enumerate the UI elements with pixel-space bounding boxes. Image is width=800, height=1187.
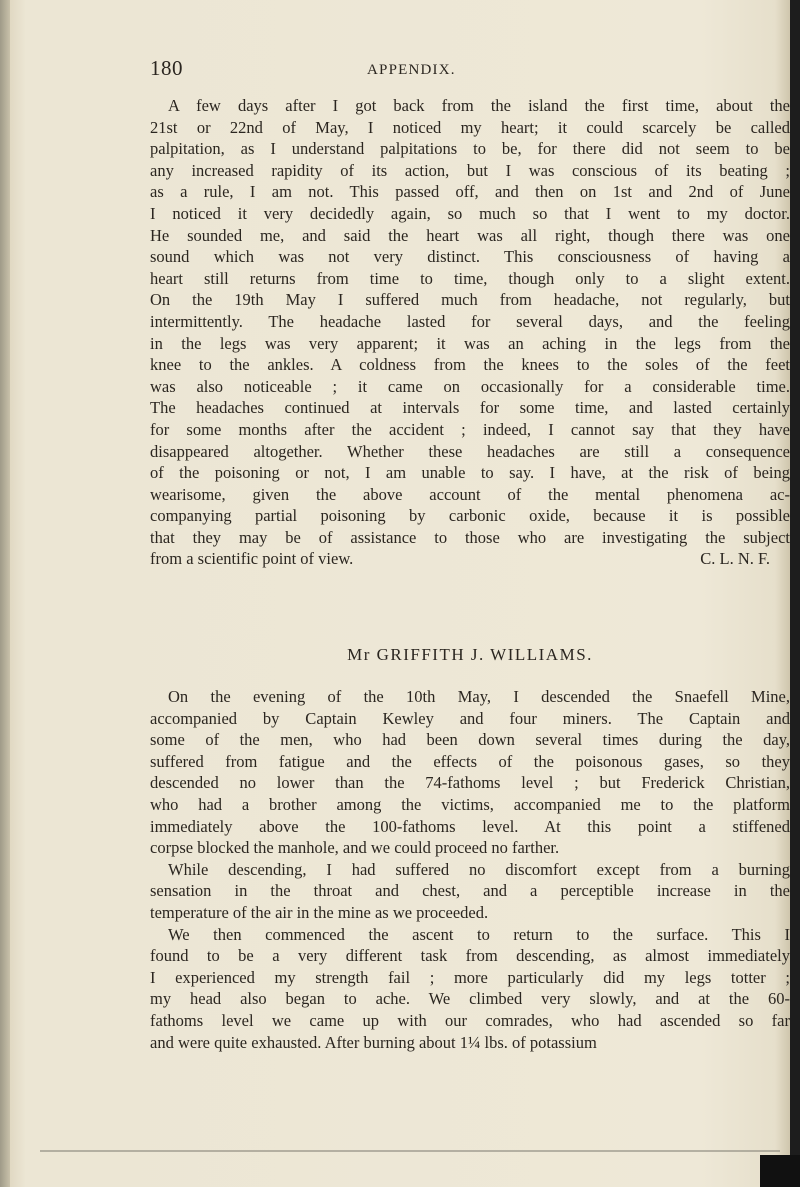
text-line: heart still returns from time to time, though only to a slight extent. xyxy=(150,268,790,288)
text-line: any increased rapidity of its action, but I was conscious of its beating ; xyxy=(150,160,790,180)
text-line: intermittently. The headache lasted for several days, and the feeling xyxy=(150,311,790,331)
text-line: I noticed it very decidedly again, so much so that I went to my doctor. xyxy=(150,203,790,223)
text-line: fathoms level we came up with our comrades, who had ascended so far xyxy=(150,1010,790,1030)
running-head: APPENDIX. xyxy=(367,62,456,78)
text-line: my head also began to ache. We climbed very slowly, and at the 60- xyxy=(150,989,790,1009)
page-number: 180 xyxy=(150,56,183,80)
page-header xyxy=(150,56,790,86)
text-line: On the evening of the 10th May, I descended the Snaefell Mine, xyxy=(168,687,790,706)
text-line: in the legs was very apparent; it was an aching in the legs from the xyxy=(150,333,790,353)
text-line: While descending, I had suffered no discomfort except from a burning xyxy=(168,859,790,879)
text-line: for some months after the accident ; indeed, I cannot say that they have xyxy=(150,419,790,439)
text-line: and were quite exhausted. After burning about 1¼ lbs. of potassium xyxy=(150,1032,597,1052)
paragraph xyxy=(150,95,790,548)
text-line: suffered from fatigue and the effects of the poisonous gases, so they xyxy=(150,751,790,771)
paragraph xyxy=(150,686,790,859)
text-line: palpitation, as I understand palpitations to be, for there did not seem to be xyxy=(150,139,790,159)
second-section-text xyxy=(150,686,790,1053)
text-line: that they may be of assistance to those who are investigating the subject xyxy=(150,527,790,547)
text-line: We then commenced the ascent to return to the surface. This I xyxy=(168,924,790,944)
text-line: immediately above the 100-fathoms level. At this point a stiffened xyxy=(150,816,790,836)
section-heading: Mr GRIFFITH J. WILLIAMS. xyxy=(347,645,593,664)
signature: C. L. N. F. xyxy=(700,549,770,569)
scan-dark-edge xyxy=(790,0,800,1187)
text-line: corpse blocked the manhole, and we could proceed no farther. xyxy=(150,838,560,858)
text-line: I experienced my strength fail ; more particularly did my legs totter ; xyxy=(150,967,790,987)
text-line: wearisome, given the above account of the mental phenomena ac- xyxy=(150,484,790,504)
page-bottom-edge xyxy=(40,1150,780,1152)
text-line: who had a brother among the victims, accompanied me to the platform xyxy=(150,794,790,814)
paragraph xyxy=(150,924,790,1054)
text-line: companying partial poisoning by carbonic oxide, because it is possible xyxy=(150,506,790,526)
page-gutter-shadow xyxy=(0,0,10,1187)
text-line: On the 19th May I suffered much from headache, not regularly, but xyxy=(150,290,790,310)
text-line: The headaches continued at intervals for some time, and lasted certainly xyxy=(150,398,790,418)
text-line: sound which was not very distinct. This consciousness of having a xyxy=(150,247,790,267)
text-line: temperature of the air in the mine as we proceeded. xyxy=(150,902,489,922)
text-line: sensation in the throat and chest, and a perceptible increase in the xyxy=(150,881,790,901)
text-line: descended no lower than the 74-fathoms level ; but Frederick Christian, xyxy=(150,773,790,793)
scan-corner-shadow xyxy=(760,1155,800,1187)
closing-line xyxy=(150,548,790,570)
text-line: knee to the ankles. A coldness from the knees to the soles of the feet xyxy=(150,355,790,375)
closing-text: from a scientific point of view. xyxy=(150,549,354,569)
text-line: He sounded me, and said the heart was all right, though there was one xyxy=(150,225,790,245)
text-line: some of the men, who had been down several times during the day, xyxy=(150,730,790,750)
text-line: A few days after I got back from the island the first time, about the xyxy=(168,96,790,115)
text-line: of the poisoning or not, I am unable to say. I have, at the risk of being xyxy=(150,463,790,483)
text-line: found to be a very different task from descending, as almost immediately xyxy=(150,946,790,966)
text-line: 21st or 22nd of May, I noticed my heart; it could scarcely be called xyxy=(150,117,790,137)
text-line: as a rule, I am not. This passed off, and then on 1st and 2nd of June xyxy=(150,182,790,202)
first-section-text xyxy=(150,95,790,570)
text-line: accompanied by Captain Kewley and four miners. The Captain and xyxy=(150,708,790,728)
text-line: was also noticeable ; it came on occasionally for a considerable time. xyxy=(150,376,790,396)
paragraph xyxy=(150,859,790,924)
text-line: disappeared altogether. Whether these headaches are still a consequence xyxy=(150,441,790,461)
